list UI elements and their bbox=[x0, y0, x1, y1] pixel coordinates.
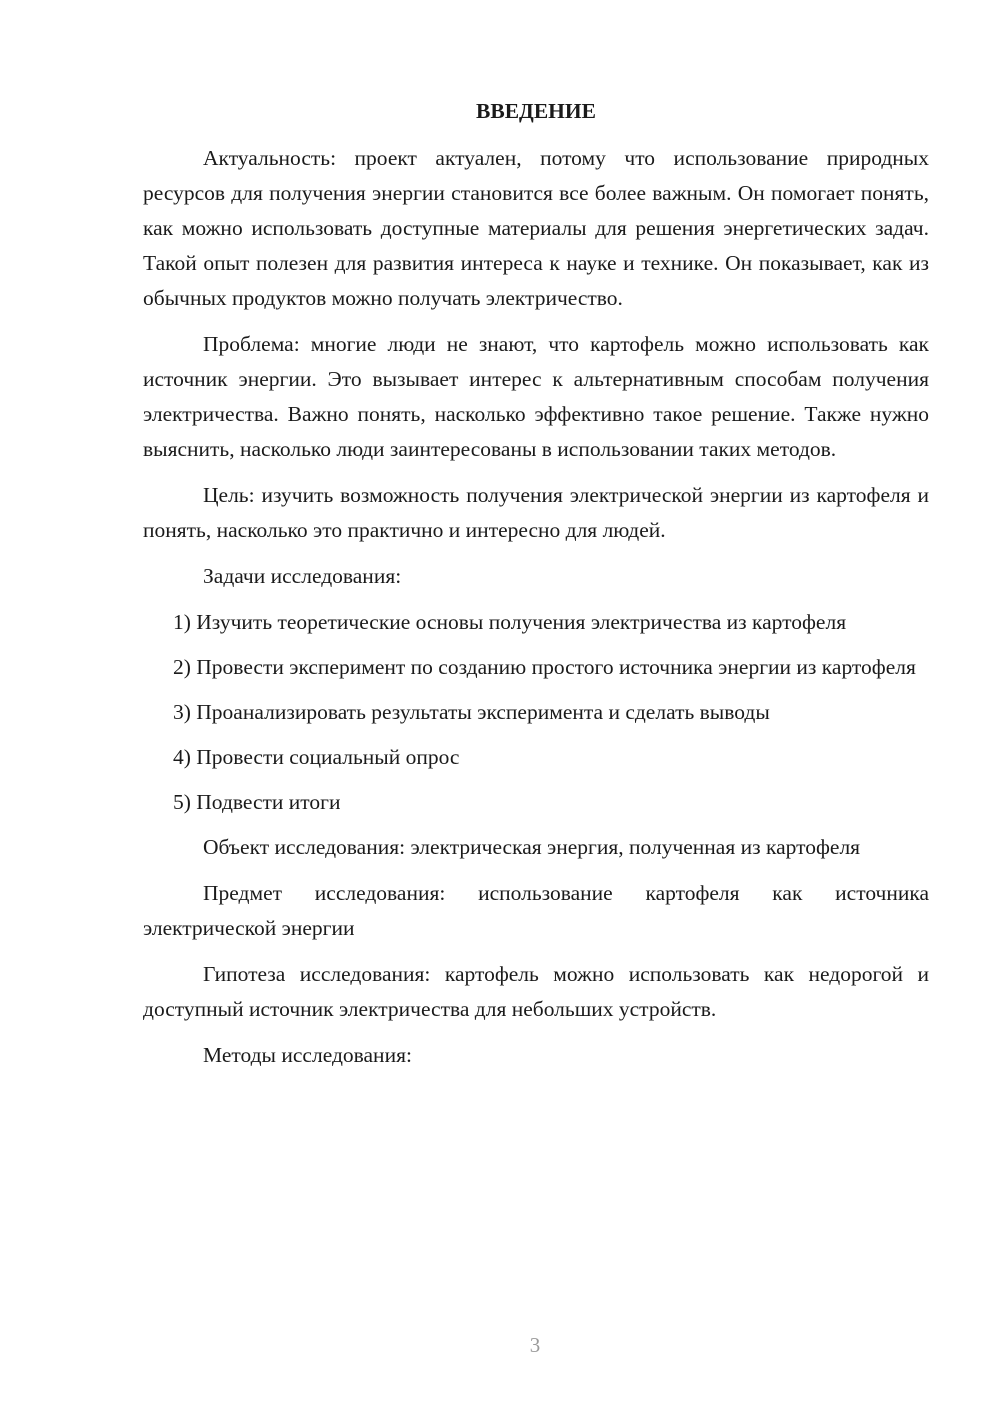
page-number: 3 bbox=[529, 1333, 541, 1357]
task-item-2: 2) Провести эксперимент по созданию простого источника энергии из картофеля bbox=[173, 655, 916, 679]
task-item-5: 5) Подвести итоги bbox=[173, 790, 341, 814]
document-page bbox=[143, 94, 929, 1084]
task-item-1: 1) Изучить теоретические основы получения электричества из картофеля bbox=[173, 610, 847, 634]
methods-heading: Методы исследования: bbox=[203, 1043, 412, 1067]
section-title: ВВЕДЕНИЕ bbox=[476, 99, 596, 123]
task-item-4: 4) Провести социальный опрос bbox=[173, 745, 460, 769]
paragraph-subject: Предмет исследования: использование картофеля как источника электрической энергии bbox=[143, 881, 929, 940]
paragraph-goal: Цель: изучить возможность получения электрической энергии из картофеля и понять, насколько это практично и интересно для людей. bbox=[143, 483, 929, 542]
paragraph-object: Объект исследования: электрическая энергия, полученная из картофеля bbox=[203, 835, 861, 859]
task-item-3: 3) Проанализировать результаты эксперимента и сделать выводы bbox=[173, 700, 770, 724]
paragraph-hypothesis: Гипотеза исследования: картофель можно использовать как недорогой и доступный источник электричества для небольших устройств. bbox=[143, 962, 929, 1021]
paragraph-problem: Проблема: многие люди не знают, что картофель можно использовать как источник энергии. Это вызывает интерес к альтернативным способам получения электричества. Важно понять, насколько эффективно такое решение. Также нужно выяснить, насколько люди заинтересованы в использовании таких методов. bbox=[143, 332, 929, 461]
tasks-heading: Задачи исследования: bbox=[203, 564, 402, 588]
paragraph-relevance: Актуальность: проект актуален, потому что использование природных ресурсов для получения энергии становится все более важным. Он помогает понять, как можно использовать доступные материалы для решения энергетических задач. Такой опыт полезен для развития интереса к науке и технике. Он показывает, как из обычных продуктов можно получать электричество. bbox=[143, 146, 929, 310]
